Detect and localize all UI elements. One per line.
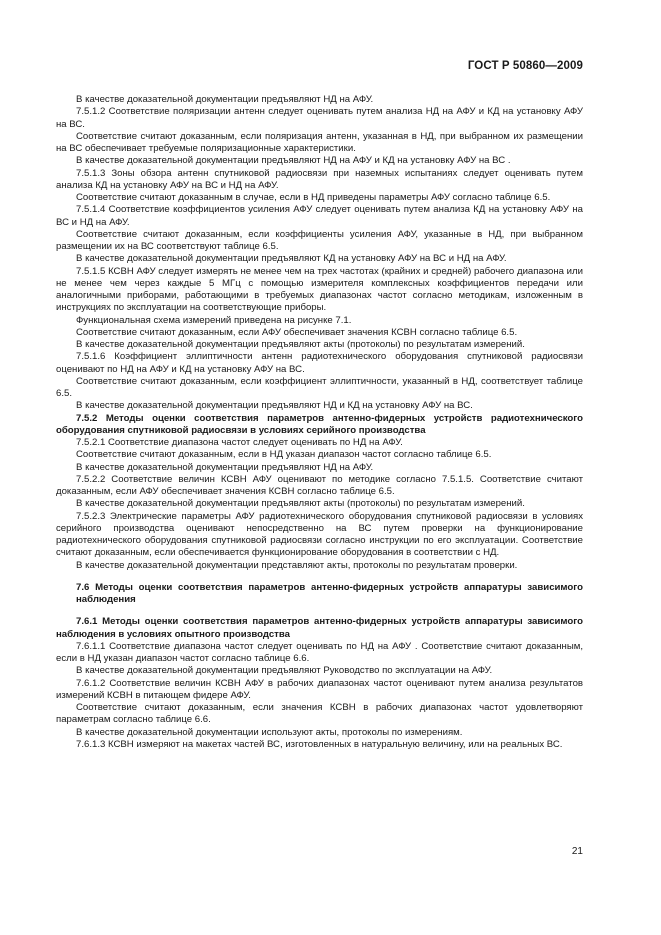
paragraph: В качестве доказательной документации предъявляют акты (протоколы) по результатам измерений. <box>76 498 525 510</box>
paragraph: В качестве доказательной документации представляют акты, протоколы по результатам проверки. <box>76 559 518 571</box>
paragraph: Соответствие считают доказанным, если значения КСВН в рабочих диапазонах частот удовлетворяют параметрам согласно таблице 6.6. <box>56 702 583 726</box>
document-body <box>56 94 583 751</box>
paragraph: Соответствие считают доказанным, если коэффициент эллиптичности, указанный в НД, соответствует таблице 6.5. <box>56 375 583 399</box>
paragraph: Функциональная схема измерений приведена на рисунке 7.1. <box>76 314 352 326</box>
section-heading: 7.5.2 Методы оценки соответствия параметров антенно-фидерных устройств радиотехнического оборудования спутниковой радиосвязи в условиях серийного производства <box>56 412 583 436</box>
paragraph: 7.5.2.1 Соответствие диапазона частот следует оценивать по НД на АФУ. <box>76 437 403 448</box>
paragraph: 7.6.1.2 Соответствие величин КСВН АФУ в рабочих диапазонах частот оценивают путем анализа результатов измерений КСВН в питающем фидере АФУ. <box>56 677 583 701</box>
section-heading: 7.6 Методы оценки соответствия параметров антенно-фидерных устройств аппаратуры зависимого наблюдения <box>76 581 583 605</box>
paragraph: В качестве доказательной документации предъявляют НД на АФУ и КД на установку АФУ на ВС . <box>76 155 511 167</box>
paragraph: В качестве доказательной документации предъявляют НД на АФУ. <box>76 461 374 473</box>
paragraph: В качестве доказательной документации предъявляют КД на установку АФУ на ВС и НД на АФУ. <box>76 253 507 265</box>
paragraph: 7.5.1.3 Зоны обзора антенн спутниковой радиосвязи при наземных испытаниях следует оценивать путем анализа КД на установку АФУ на ВС и НД на АФУ. <box>56 167 583 191</box>
paragraph: В качестве доказательной документации предъявляют НД на АФУ. <box>76 94 374 105</box>
paragraph: 7.6.1.1 Соответствие диапазона частот следует оценивать по НД на АФУ . Соответствие считают доказанным, если в НД указан диапазон частот согласно таблице 6.6. <box>56 640 583 664</box>
paragraph: 7.5.1.4 Соответствие коэффициентов усиления АФУ следует оценивать путем анализа КД на установку АФУ на ВС и НД на АФУ. <box>56 204 583 228</box>
page-number: 21 <box>571 846 583 857</box>
paragraph: Соответствие считают доказанным в случае, если в НД приведены параметры АФУ согласно таблице 6.5. <box>76 192 551 203</box>
paragraph: В качестве доказательной документации используют акты, протоколы по измерениям. <box>76 726 463 738</box>
paragraph: 7.5.2.2 Соответствие величин КСВН АФУ оценивают по методике согласно 7.5.1.5. Соответствие считают доказанным, если АФУ обеспечивает значения КСВН согласно таблице 6.5. <box>56 473 583 497</box>
subsection-heading: 7.6.1 Методы оценки соответствия параметров антенно-фидерных устройств аппаратуры зависимого наблюдения в условиях опытного производства <box>56 616 583 640</box>
paragraph: Соответствие считают доказанным, если поляризация антенн, указанная в НД, при выбранном их размещении на ВС обеспечивает требуемые поляризационные характеристики. <box>56 130 583 154</box>
paragraph: Соответствие считают доказанным, если АФУ обеспечивает значения КСВН согласно таблице 6.5. <box>76 326 518 338</box>
paragraph: 7.5.1.5 КСВН АФУ следует измерять не менее чем на трех частотах (крайних и средней) рабочего диапазона или не менее чем через каждые 5 МГц с помощью измерителя комплексных коэффициентов передачи или аналогичными приборами, работающими в требуемых диапазонах частот согласно методикам, изложенным в инструкциях по эксплуатации на соответствующие приборы. <box>56 265 583 314</box>
document-header: ГОСТ Р 50860—2009 <box>467 60 583 72</box>
paragraph: В качестве доказательной документации предъявляют Руководство по эксплуатации на АФУ. <box>76 665 493 677</box>
paragraph: В качестве доказательной документации предъявляют акты (протоколы) по результатам измерений. <box>76 339 525 350</box>
paragraph: 7.5.2.3 Электрические параметры АФУ радиотехнического оборудования спутниковой радиосвязи в условиях серийного производства оценивают непосредственно на ВС путем проверки на функционирование радиотехнического оборудования спутниковой радиосвязи согласно инструкции по его эксплуатации. Соответствие считают доказанным, если обеспечивается функционирование оборудования в соответствии с НД. <box>56 510 583 559</box>
paragraph: 7.6.1.3 КСВН измеряют на макетах частей ВС, изготовленных в натуральную величину, или на реальных ВС. <box>76 738 563 750</box>
paragraph: В качестве доказательной документации предъявляют НД и КД на установку АФУ на ВС. <box>76 400 473 412</box>
paragraph: Соответствие считают доказанным, если в НД указан диапазон частот согласно таблице 6.5. <box>76 449 492 461</box>
paragraph: 7.5.1.2 Соответствие поляризации антенн следует оценивать путем анализа НД на АФУ и КД на установку АФУ на ВС. <box>56 106 583 130</box>
paragraph: Соответствие считают доказанным, если коэффициенты усиления АФУ, указанные в НД, при выбранном размещении их на ВС соответствуют таблице 6.5. <box>56 228 583 252</box>
paragraph: 7.5.1.6 Коэффициент эллиптичности антенн радиотехнического оборудования спутниковой радиосвязи оценивают по НД на АФУ и КД на установку АФУ на ВС. <box>56 351 583 375</box>
